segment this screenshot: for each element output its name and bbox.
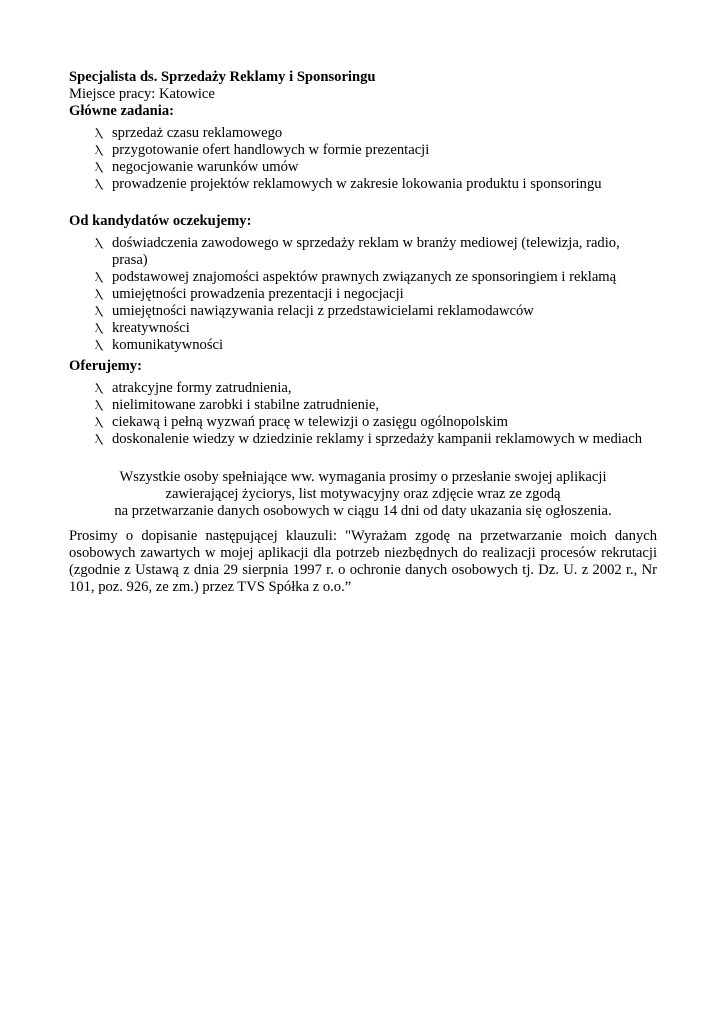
bullet-icon: Ⲗ — [95, 416, 103, 429]
list-item: Ⲗ umiejętności prowadzenia prezentacji i negocjacji — [95, 286, 404, 302]
list-item: Ⲗ sprzedaż czasu reklamowego — [95, 125, 283, 141]
list-item: Ⲗ kreatywności — [95, 320, 190, 336]
list-item: Ⲗ atrakcyjne formy zatrudnienia, — [95, 380, 292, 396]
list-item: Ⲗ prowadzenie projektów reklamowych w zakresie lokowania produktu i sponsoringu — [95, 176, 602, 192]
bullet-icon: Ⲗ — [95, 382, 103, 395]
application-note-line: Wszystkie osoby spełniające ww. wymagania prosimy o przesłanie swojej aplikacji — [119, 469, 607, 485]
bullet-icon: Ⲗ — [95, 305, 103, 318]
list-item: Ⲗ doświadczenia zawodowego w sprzedaży reklam w branży mediowej (telewizja, radio, prasa) — [95, 235, 620, 268]
bullet-icon: Ⲗ — [95, 288, 103, 301]
job-posting — [69, 69, 657, 596]
offer-heading: Oferujemy: — [69, 358, 142, 374]
application-note-line: zawierającej życiorys, list motywacyjny oraz zdjęcie wraz ze zgodą — [165, 486, 561, 502]
list-item: Ⲗ komunikatywności — [95, 337, 224, 353]
tasks-list — [69, 125, 657, 193]
list-item: Ⲗ ciekawą i pełną wyzwań pracę w telewizji o zasięgu ogólnopolskim — [95, 414, 508, 430]
job-title: Specjalista ds. Sprzedaży Reklamy i Sponsoringu — [69, 69, 376, 85]
list-item: Ⲗ przygotowanie ofert handlowych w formie prezentacji — [95, 142, 430, 158]
application-note — [69, 469, 657, 520]
list-item: Ⲗ umiejętności nawiązywania relacji z przedstawicielami reklamodawców — [95, 303, 534, 319]
bullet-icon: Ⲗ — [95, 433, 103, 446]
requirements-list — [69, 235, 657, 354]
tasks-heading: Główne zadania: — [69, 103, 174, 119]
list-item: Ⲗ nielimitowane zarobki i stabilne zatrudnienie, — [95, 397, 380, 413]
list-item: Ⲗ podstawowej znajomości aspektów prawnych związanych ze sponsoringiem i reklamą — [95, 269, 617, 285]
bullet-icon: Ⲗ — [95, 161, 103, 174]
bullet-icon: Ⲗ — [95, 178, 103, 191]
bullet-icon: Ⲗ — [95, 271, 103, 284]
consent-clause: Prosimy o dopisanie następującej klauzuli: "Wyrażam zgodę na przetwarzanie moich danych osobowych zawartych w mojej aplikacji dla potrzeb niezbędnych do realizacji procesów rekrutacji (zgodnie z Ustawą z dnia 29 sierpnia 1997 r. o ochronie danych osobowych tj. Dz. U. z 2002 r., Nr 101, poz. 926, ze zm.) przez TVS Spółka z o.o.” — [69, 528, 657, 595]
bullet-icon: Ⲗ — [95, 144, 103, 157]
bullet-icon: Ⲗ — [95, 127, 103, 140]
application-note-line: na przetwarzanie danych osobowych w ciągu 14 dni od daty ukazania się ogłoszenia. — [114, 503, 612, 519]
job-location: Miejsce pracy: Katowice — [69, 86, 215, 102]
bullet-icon: Ⲗ — [95, 339, 103, 352]
offer-list — [69, 380, 657, 448]
list-item: Ⲗ negocjowanie warunków umów — [95, 159, 299, 175]
bullet-icon: Ⲗ — [95, 399, 103, 412]
bullet-icon: Ⲗ — [95, 322, 103, 335]
requirements-heading: Od kandydatów oczekujemy: — [69, 213, 252, 229]
bullet-icon: Ⲗ — [95, 237, 103, 250]
list-item: Ⲗ doskonalenie wiedzy w dziedzinie reklamy i sprzedaży kampanii reklamowych w mediach — [95, 431, 643, 447]
